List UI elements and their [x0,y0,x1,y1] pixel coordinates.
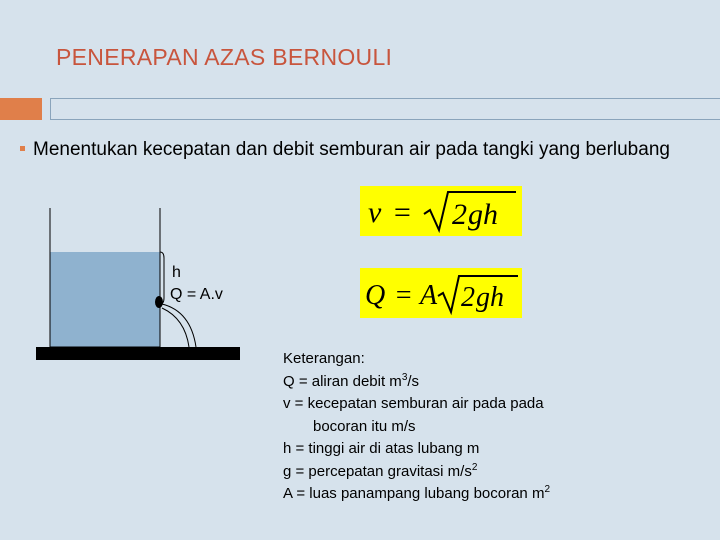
height-brace [160,252,164,304]
note-g-exponent: 2 [471,461,478,473]
slide-title: PENERAPAN AZAS BERNOULI [56,44,393,70]
svg-text:2: 2 [452,198,467,231]
note-g-text: g = percepatan gravitasi m/s [283,462,472,480]
tank-diagram [30,200,250,365]
note-h: h = tinggi air di atas lubang m [283,440,480,457]
note-q-exponent: 3 [401,371,408,383]
note-a-text: A = luas panampang lubang bocoran m [283,485,545,502]
svg-text:gh: gh [476,282,504,313]
svg-text:Q: Q [365,280,386,311]
discharge-formula [360,268,522,318]
velocity-formula-graphic [360,186,522,236]
legend-notes [283,348,550,506]
note-q-text: Q = aliran debit m [283,372,402,390]
note-q [283,371,550,394]
svg-text:v: v [368,196,382,229]
svg-text:2: 2 [461,282,475,313]
bullet-marker [20,146,25,151]
ground-base [36,347,240,360]
note-a [283,483,550,506]
note-q-unit: /s [407,372,420,390]
svg-text:A: A [420,280,438,311]
svg-text:gh: gh [468,198,498,231]
title-accent-bar [0,98,42,120]
svg-text:=: = [394,280,413,311]
note-v-continued: bocoran itu m/s [313,417,416,435]
discharge-formula-graphic [360,268,522,318]
note-g [283,461,550,484]
water-jet-inner [162,308,189,347]
notes-heading: Keterangan: [283,350,365,367]
height-label: h [172,264,181,281]
leak-hole [155,296,163,308]
note-a-exponent: 2 [544,484,551,495]
velocity-formula [360,186,522,236]
flow-label: Q = A.v [170,286,223,303]
svg-text:=: = [392,196,413,229]
intro-text: Menentukan kecepatan dan debit semburan air pada tangki yang berlubang [33,139,670,160]
water-body [50,252,160,347]
note-v: v = kecepatan semburan air pada pada [283,395,544,412]
title-divider-bar [50,98,720,120]
